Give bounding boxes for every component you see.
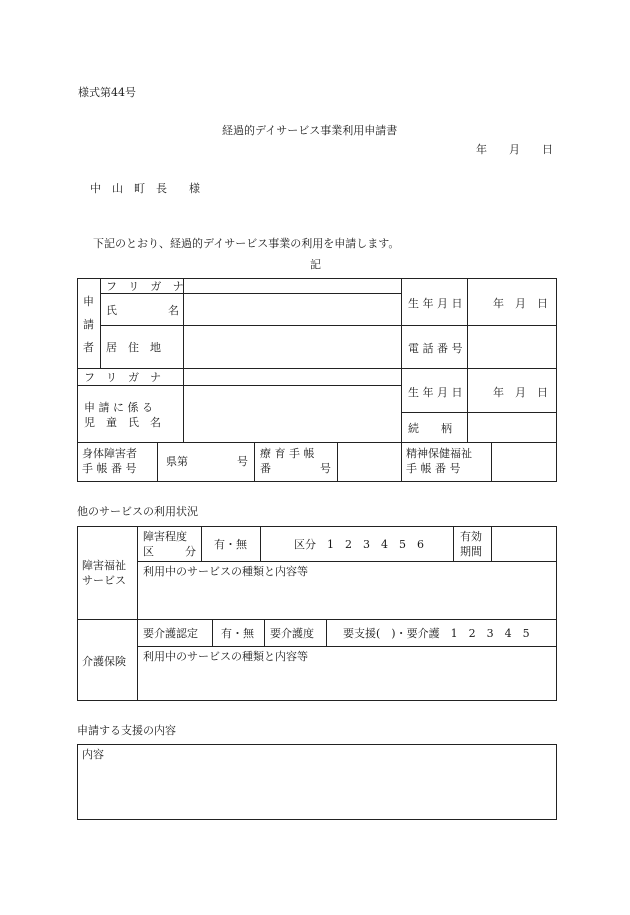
classification-options: 区分 1 2 3 4 5 6 — [294, 538, 424, 551]
yes-no-welfare: 有・無 — [214, 538, 247, 551]
other-services-heading: 他のサービスの利用状況 — [77, 505, 198, 518]
name-label-a: 氏 — [106, 304, 117, 317]
valid-period-label-1: 有効 — [460, 530, 482, 543]
document-title: 経過的デイサービス事業利用申請書 — [222, 124, 398, 137]
care-insurance-label: 介護保険 — [82, 655, 126, 668]
child-name-label-1: 申 請 に 係 る — [84, 401, 153, 414]
welfare-label-2: サービス — [82, 574, 126, 587]
name-label-b: 名 — [168, 304, 179, 317]
birth-value: 年 月 日 — [493, 297, 548, 310]
degree-label-1: 障害程度 — [143, 530, 187, 543]
applicant-label-1: 申 — [83, 295, 94, 308]
pref-number-b: 号 — [237, 455, 248, 468]
address-label: 居 住 地 — [106, 341, 161, 354]
addressee: 中 山 町 長 様 — [90, 182, 200, 195]
child-name-label-2: 児 童 氏 名 — [84, 416, 161, 429]
usage-note-welfare: 利用中のサービスの種類と内容等 — [143, 565, 308, 578]
usage-note-care: 利用中のサービスの種類と内容等 — [143, 650, 308, 663]
welfare-label-1: 障害福祉 — [82, 559, 126, 572]
care-level-label: 要介護度 — [270, 627, 314, 640]
ryoiku-label-2b: 号 — [320, 462, 331, 475]
disability-book-label-2: 手 帳 番 号 — [82, 462, 137, 475]
intro-text: 下記のとおり、経過的デイサービス事業の利用を申請します。 — [93, 237, 400, 250]
support-content-label: 内容 — [82, 748, 104, 761]
degree-label-2a: 区 — [143, 545, 154, 558]
ryoiku-label-1: 療 育 手 帳 — [260, 447, 315, 460]
phone-label: 電 話 番 号 — [408, 342, 463, 355]
valid-period-label-2: 期間 — [460, 545, 482, 558]
support-heading: 申請する支援の内容 — [77, 724, 176, 737]
mental-book-label-1: 精神保健福祉 — [406, 447, 472, 460]
birth-label: 生 年 月 日 — [408, 297, 463, 310]
form-number: 様式第44号 — [78, 86, 136, 99]
applicant-label-2: 請 — [83, 318, 94, 331]
applicant-label-3: 者 — [83, 341, 94, 354]
care-cert-label: 要介護認定 — [143, 627, 198, 640]
furigana-label: フ リ ガ ナ — [106, 280, 188, 293]
degree-label-2b: 分 — [185, 545, 196, 558]
ryoiku-label-2a: 番 — [260, 462, 271, 475]
child-furigana-label: フ リ ガ ナ — [84, 371, 161, 384]
yes-no-care: 有・無 — [221, 627, 254, 640]
disability-book-label-1: 身体障害者 — [82, 447, 137, 460]
ki-label: 記 — [310, 258, 321, 271]
date-line: 年 月 日 — [476, 143, 553, 156]
pref-number-a: 県第 — [166, 455, 188, 468]
birth-value-2: 年 月 日 — [493, 386, 548, 399]
birth-label-2: 生 年 月 日 — [408, 386, 463, 399]
care-level-options: 要支援( )・要介護 1 2 3 4 5 — [343, 627, 530, 640]
mental-book-label-2: 手 帳 番 号 — [406, 462, 461, 475]
relation-label: 続 柄 — [408, 422, 452, 435]
